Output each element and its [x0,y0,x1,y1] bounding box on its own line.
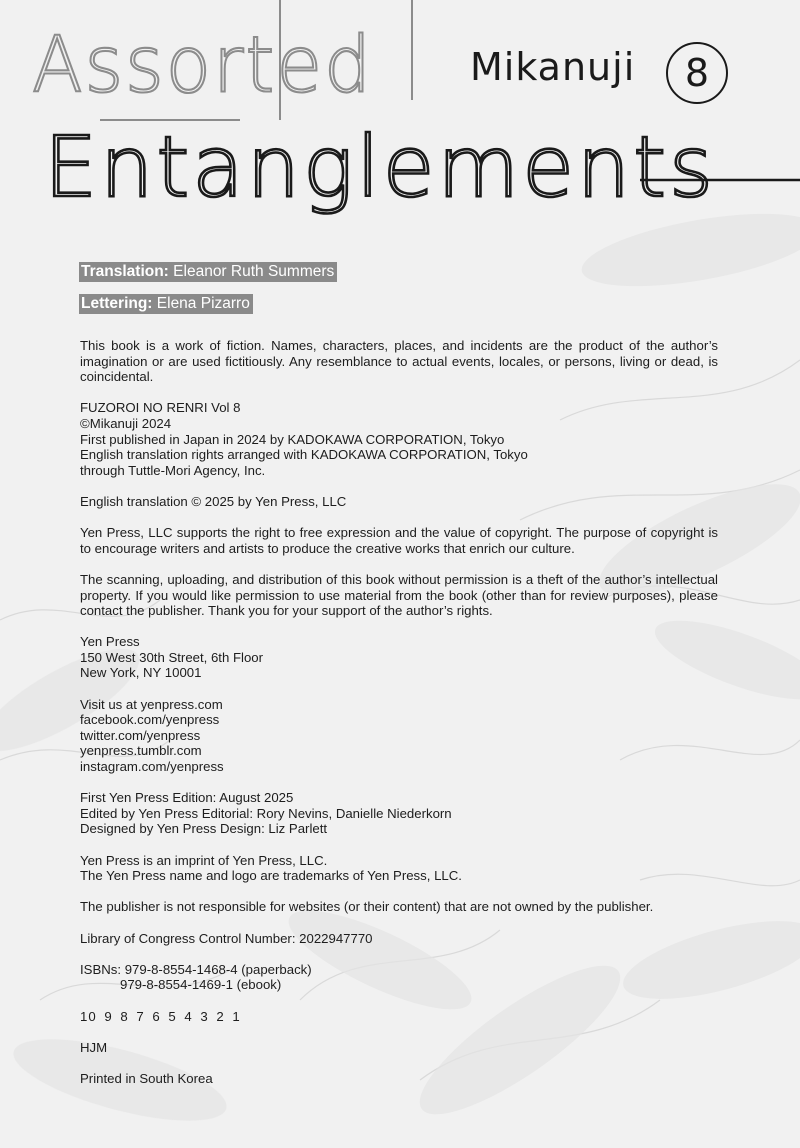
twitter-link[interactable]: twitter.com/yenpress [80,727,201,743]
title-line-2: Entanglements [44,118,716,216]
imprint-info [80,853,718,884]
isbn-paperback: ISBNs: 979-8-8554-1468-4 (paperback) [80,961,312,977]
rights-arranged: English translation rights arranged with KADOKAWA CORPORATION, Tokyo [80,447,528,463]
website-disclaimer: The publisher is not responsible for websites (or their content) that are not owned by the publisher. [80,899,654,915]
publisher-address [80,634,718,681]
volume-number: 8 [684,51,710,95]
imprint-line: Yen Press is an imprint of Yen Press, LLC. [80,852,328,868]
printer-code: HJM [80,1039,108,1055]
first-published: First published in Japan in 2024 by KADOKAWA CORPORATION, Tokyo [80,431,505,447]
instagram-link[interactable]: instagram.com/yenpress [80,759,224,775]
isbn-block [80,962,718,993]
book-logo [0,0,800,240]
translation-label: Translation: [81,263,169,280]
address-line: 150 West 30th Street, 6th Floor [80,649,264,665]
designer-line: Designed by Yen Press Design: Liz Parlett [80,821,328,837]
fiction-notice: This book is a work of fiction. Names, characters, places, and incidents are the product of the author’s imagination or are used fictitiously. Any resemblance to actual events, locales, or persons, living or dead, is coincidental. [80,338,718,385]
original-publication-block [80,400,718,478]
title-line-1: Assorted [32,19,373,111]
free-expression-notice: Yen Press, LLC supports the right to free expression and the value of copyright. The purpose of copyright is to encourage writers and artists to produce the creative works that enrich our culture. [80,525,718,556]
address-line: Yen Press [80,634,140,650]
printed-in: Printed in South Korea [80,1070,213,1086]
copyright-text [80,338,718,1102]
edition-line: First Yen Press Edition: August 2025 [80,790,294,806]
logo-decoration [0,0,800,240]
website-link[interactable]: Visit us at yenpress.com [80,696,223,712]
address-line: New York, NY 10001 [80,665,202,681]
facebook-link[interactable]: facebook.com/yenpress [80,712,220,728]
translation-name: Eleanor Ruth Summers [173,263,335,280]
isbn-ebook: 979-8-8554-1469-1 (ebook) [120,977,282,993]
loc-number: Library of Congress Control Number: 2022947770 [80,930,373,946]
publisher-links [80,697,718,775]
translation-copyright: English translation © 2025 by Yen Press, LLC [80,493,347,509]
author-name: Mikanuji [470,45,636,89]
original-copyright: ©Mikanuji 2024 [80,415,172,431]
original-title: FUZOROI NO RENRI Vol 8 [80,400,241,416]
editors-line: Edited by Yen Press Editorial: Rory Nevins, Danielle Niederkorn [80,805,452,821]
lettering-credit [79,294,253,314]
agency: through Tuttle-Mori Agency, Inc. [80,462,266,478]
tumblr-link[interactable]: yenpress.tumblr.com [80,743,202,759]
printing-line: 10 9 8 7 6 5 4 3 2 1 [80,1008,241,1024]
edition-info [80,790,718,837]
lettering-name: Elena Pizarro [156,295,250,312]
lettering-label: Lettering: [81,295,153,312]
scanning-notice: The scanning, uploading, and distribution of this book without permission is a theft of the author’s intellectual property. If you would like permission to use material from the book (other than for review purposes), please contact the publisher. Thank you for your support of the author’s rights. [80,571,718,619]
translation-credit [79,262,337,282]
volume-badge [666,42,728,104]
trademark-line: The Yen Press name and logo are trademarks of Yen Press, LLC. [80,868,462,884]
